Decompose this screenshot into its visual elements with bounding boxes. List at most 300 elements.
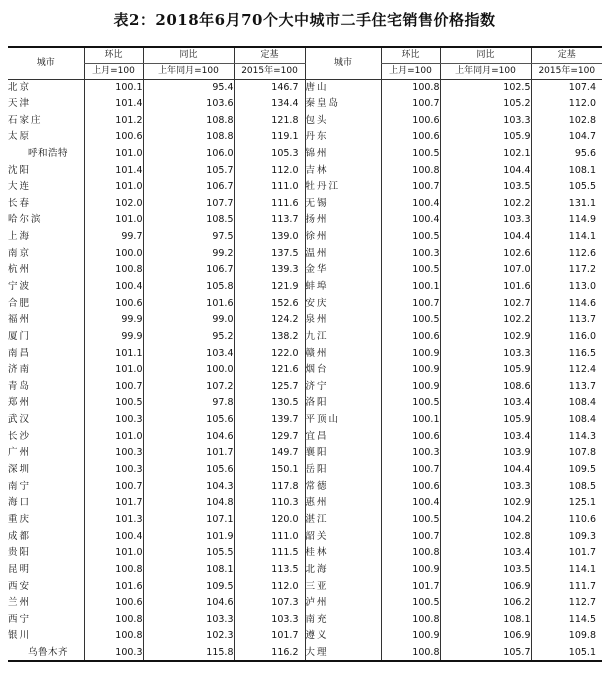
left-tongbi-cell: 101.6 xyxy=(143,295,234,312)
left-huanbi-cell: 101.2 xyxy=(84,112,143,129)
left-huanbi-cell: 100.7 xyxy=(84,379,143,396)
left-dingji-cell: 139.3 xyxy=(234,262,305,279)
header-tongbi-base-right: 上年同月=100 xyxy=(440,63,531,79)
right-tongbi-cell: 102.2 xyxy=(440,312,531,329)
right-city-cell: 泸州 xyxy=(305,595,381,612)
right-huanbi-cell: 100.7 xyxy=(381,295,440,312)
header-huanbi-right: 环比 xyxy=(381,47,440,63)
left-tongbi-cell: 103.4 xyxy=(143,345,234,362)
right-city-cell: 遵义 xyxy=(305,628,381,645)
left-huanbi-cell: 100.6 xyxy=(84,295,143,312)
right-huanbi-cell: 100.5 xyxy=(381,312,440,329)
right-dingji-cell: 116.5 xyxy=(531,345,602,362)
table-row xyxy=(8,562,602,579)
right-city-cell: 金华 xyxy=(305,262,381,279)
left-tongbi-cell: 101.9 xyxy=(143,528,234,545)
table-row xyxy=(8,462,602,479)
right-city-cell: 惠州 xyxy=(305,495,381,512)
table-row xyxy=(8,512,602,529)
left-city-cell: 海口 xyxy=(8,497,32,509)
right-city-cell: 烟台 xyxy=(305,362,381,379)
right-tongbi-cell: 108.6 xyxy=(440,379,531,396)
right-dingji-cell: 117.2 xyxy=(531,262,602,279)
left-huanbi-cell: 101.4 xyxy=(84,162,143,179)
right-dingji-cell: 114.1 xyxy=(531,562,602,579)
left-dingji-cell: 139.7 xyxy=(234,412,305,429)
left-tongbi-cell: 103.6 xyxy=(143,96,234,113)
left-tongbi-cell: 105.6 xyxy=(143,412,234,429)
left-city-cell: 广州 xyxy=(8,447,32,459)
left-dingji-cell: 111.5 xyxy=(234,545,305,562)
right-tongbi-cell: 102.5 xyxy=(440,79,531,96)
right-tongbi-cell: 104.4 xyxy=(440,162,531,179)
left-huanbi-cell: 100.8 xyxy=(84,262,143,279)
right-huanbi-cell: 100.9 xyxy=(381,628,440,645)
table-row xyxy=(8,495,602,512)
right-tongbi-cell: 102.1 xyxy=(440,146,531,163)
right-tongbi-cell: 101.6 xyxy=(440,279,531,296)
right-city-cell: 岳阳 xyxy=(305,462,381,479)
left-tongbi-cell: 104.6 xyxy=(143,428,234,445)
left-city-cell: 天津 xyxy=(8,97,32,109)
right-huanbi-cell: 100.8 xyxy=(381,79,440,96)
right-huanbi-cell: 100.8 xyxy=(381,162,440,179)
left-huanbi-cell: 100.4 xyxy=(84,528,143,545)
left-dingji-cell: 122.0 xyxy=(234,345,305,362)
right-city-cell: 常德 xyxy=(305,478,381,495)
right-dingji-cell: 113.7 xyxy=(531,379,602,396)
right-city-cell: 无锡 xyxy=(305,195,381,212)
left-huanbi-cell: 100.6 xyxy=(84,595,143,612)
left-dingji-cell: 120.0 xyxy=(234,512,305,529)
table-row xyxy=(8,295,602,312)
left-tongbi-cell: 104.6 xyxy=(143,595,234,612)
right-huanbi-cell: 100.5 xyxy=(381,146,440,163)
table-row xyxy=(8,645,602,662)
left-dingji-cell: 119.1 xyxy=(234,129,305,146)
right-dingji-cell: 114.9 xyxy=(531,212,602,229)
table-row xyxy=(8,96,602,113)
right-tongbi-cell: 105.9 xyxy=(440,412,531,429)
left-dingji-cell: 101.7 xyxy=(234,628,305,645)
header-city-left: 城市 xyxy=(8,47,84,79)
table-row xyxy=(8,112,602,129)
left-city-cell: 太原 xyxy=(8,131,32,143)
table-row xyxy=(8,195,602,212)
header-dingji-left: 定基 xyxy=(234,47,305,63)
right-city-cell: 济宁 xyxy=(305,379,381,396)
left-city-cell: 沈阳 xyxy=(8,164,32,176)
left-city-cell: 上海 xyxy=(8,231,32,243)
right-tongbi-cell: 106.9 xyxy=(440,628,531,645)
right-city-cell: 温州 xyxy=(305,245,381,262)
left-huanbi-cell: 100.8 xyxy=(84,612,143,629)
right-huanbi-cell: 100.1 xyxy=(381,279,440,296)
right-tongbi-cell: 103.3 xyxy=(440,478,531,495)
table-row xyxy=(8,162,602,179)
left-city-cell: 南宁 xyxy=(8,480,32,492)
right-tongbi-cell: 104.4 xyxy=(440,462,531,479)
right-huanbi-cell: 100.6 xyxy=(381,112,440,129)
left-dingji-cell: 116.2 xyxy=(234,645,305,662)
right-dingji-cell: 110.6 xyxy=(531,512,602,529)
right-huanbi-cell: 100.3 xyxy=(381,445,440,462)
right-tongbi-cell: 106.2 xyxy=(440,595,531,612)
right-huanbi-cell: 100.5 xyxy=(381,262,440,279)
right-tongbi-cell: 103.9 xyxy=(440,445,531,462)
right-dingji-cell: 109.5 xyxy=(531,462,602,479)
left-dingji-cell: 112.0 xyxy=(234,578,305,595)
table-title: 表2：2018年6月70个大中城市二手住宅销售价格指数 xyxy=(113,11,496,29)
right-dingji-cell: 116.0 xyxy=(531,329,602,346)
right-tongbi-cell: 103.3 xyxy=(440,212,531,229)
right-dingji-cell: 112.6 xyxy=(531,245,602,262)
right-city-cell: 三亚 xyxy=(305,578,381,595)
left-huanbi-cell: 100.1 xyxy=(84,79,143,96)
left-city-cell: 南京 xyxy=(8,247,32,259)
right-tongbi-cell: 103.4 xyxy=(440,545,531,562)
left-dingji-cell: 111.0 xyxy=(234,528,305,545)
left-city-cell: 重庆 xyxy=(8,513,32,525)
left-city-cell: 银川 xyxy=(8,630,32,642)
right-tongbi-cell: 103.5 xyxy=(440,562,531,579)
left-city-cell: 福州 xyxy=(8,314,32,326)
table-body xyxy=(8,79,602,661)
left-city-cell: 成都 xyxy=(8,530,32,542)
table-row xyxy=(8,212,602,229)
left-huanbi-cell: 100.0 xyxy=(84,245,143,262)
left-city-cell: 杭州 xyxy=(8,264,32,276)
right-dingji-cell: 109.3 xyxy=(531,528,602,545)
left-huanbi-cell: 101.0 xyxy=(84,179,143,196)
left-tongbi-cell: 108.5 xyxy=(143,212,234,229)
header-city-right: 城市 xyxy=(305,47,381,79)
right-city-cell: 北海 xyxy=(305,562,381,579)
left-city-cell: 南昌 xyxy=(8,347,32,359)
left-tongbi-cell: 105.7 xyxy=(143,162,234,179)
right-dingji-cell: 112.0 xyxy=(531,96,602,113)
header-dingji-base-left: 2015年=100 xyxy=(234,63,305,79)
right-city-cell: 安庆 xyxy=(305,295,381,312)
right-city-cell: 扬州 xyxy=(305,212,381,229)
left-city-cell: 青岛 xyxy=(8,380,32,392)
table-row xyxy=(8,245,602,262)
left-huanbi-cell: 101.3 xyxy=(84,512,143,529)
right-tongbi-cell: 104.4 xyxy=(440,229,531,246)
left-dingji-cell: 121.9 xyxy=(234,279,305,296)
left-huanbi-cell: 100.7 xyxy=(84,478,143,495)
left-tongbi-cell: 105.6 xyxy=(143,462,234,479)
left-dingji-cell: 113.7 xyxy=(234,212,305,229)
left-tongbi-cell: 97.5 xyxy=(143,229,234,246)
left-dingji-cell: 121.6 xyxy=(234,362,305,379)
left-city-cell: 哈尔滨 xyxy=(8,214,43,226)
left-huanbi-cell: 99.9 xyxy=(84,312,143,329)
right-huanbi-cell: 100.4 xyxy=(381,212,440,229)
right-tongbi-cell: 102.9 xyxy=(440,495,531,512)
right-huanbi-cell: 100.9 xyxy=(381,345,440,362)
left-dingji-cell: 138.2 xyxy=(234,329,305,346)
left-huanbi-cell: 100.3 xyxy=(84,445,143,462)
left-city-cell: 兰州 xyxy=(8,597,32,609)
left-city-cell: 郑州 xyxy=(8,397,32,409)
left-city-cell: 武汉 xyxy=(8,414,32,426)
left-dingji-cell: 107.3 xyxy=(234,595,305,612)
right-huanbi-cell: 100.6 xyxy=(381,428,440,445)
right-city-cell: 洛阳 xyxy=(305,395,381,412)
left-dingji-cell: 124.2 xyxy=(234,312,305,329)
left-dingji-cell: 111.6 xyxy=(234,195,305,212)
left-huanbi-cell: 101.0 xyxy=(84,362,143,379)
left-city-cell: 昆明 xyxy=(8,563,32,575)
table-row xyxy=(8,595,602,612)
left-city-cell: 济南 xyxy=(8,364,32,376)
table-row xyxy=(8,279,602,296)
table-row xyxy=(8,412,602,429)
right-huanbi-cell: 100.9 xyxy=(381,379,440,396)
right-dingji-cell: 113.0 xyxy=(531,279,602,296)
left-huanbi-cell: 101.0 xyxy=(84,545,143,562)
right-city-cell: 大理 xyxy=(305,645,381,662)
left-tongbi-cell: 105.5 xyxy=(143,545,234,562)
table-row xyxy=(8,179,602,196)
left-tongbi-cell: 101.7 xyxy=(143,445,234,462)
right-dingji-cell: 95.6 xyxy=(531,146,602,163)
right-city-cell: 宜昌 xyxy=(305,428,381,445)
table-row xyxy=(8,345,602,362)
right-dingji-cell: 101.7 xyxy=(531,545,602,562)
right-tongbi-cell: 108.1 xyxy=(440,612,531,629)
header-tongbi-base-left: 上年同月=100 xyxy=(143,63,234,79)
right-city-cell: 桂林 xyxy=(305,545,381,562)
left-huanbi-cell: 100.3 xyxy=(84,412,143,429)
right-dingji-cell: 114.1 xyxy=(531,229,602,246)
right-dingji-cell: 107.4 xyxy=(531,79,602,96)
right-dingji-cell: 108.4 xyxy=(531,395,602,412)
right-dingji-cell: 105.1 xyxy=(531,645,602,662)
left-tongbi-cell: 99.2 xyxy=(143,245,234,262)
table-row xyxy=(8,478,602,495)
right-huanbi-cell: 100.8 xyxy=(381,612,440,629)
left-tongbi-cell: 104.3 xyxy=(143,478,234,495)
left-tongbi-cell: 106.7 xyxy=(143,179,234,196)
right-huanbi-cell: 100.6 xyxy=(381,129,440,146)
right-tongbi-cell: 103.3 xyxy=(440,345,531,362)
left-huanbi-cell: 102.0 xyxy=(84,195,143,212)
right-dingji-cell: 111.7 xyxy=(531,578,602,595)
left-tongbi-cell: 108.1 xyxy=(143,562,234,579)
table-row xyxy=(8,262,602,279)
right-dingji-cell: 131.1 xyxy=(531,195,602,212)
table-row xyxy=(8,545,602,562)
right-huanbi-cell: 100.1 xyxy=(381,412,440,429)
left-tongbi-cell: 97.8 xyxy=(143,395,234,412)
left-huanbi-cell: 100.3 xyxy=(84,462,143,479)
header-tongbi-left: 同比 xyxy=(143,47,234,63)
left-dingji-cell: 121.8 xyxy=(234,112,305,129)
table-row xyxy=(8,362,602,379)
right-tongbi-cell: 103.4 xyxy=(440,428,531,445)
right-tongbi-cell: 103.4 xyxy=(440,395,531,412)
header-huanbi-base-left: 上月=100 xyxy=(84,63,143,79)
right-tongbi-cell: 105.9 xyxy=(440,362,531,379)
right-huanbi-cell: 100.5 xyxy=(381,395,440,412)
right-city-cell: 锦州 xyxy=(305,146,381,163)
right-huanbi-cell: 100.7 xyxy=(381,179,440,196)
table-row xyxy=(8,79,602,96)
left-tongbi-cell: 108.8 xyxy=(143,129,234,146)
table-row xyxy=(8,578,602,595)
left-tongbi-cell: 95.2 xyxy=(143,329,234,346)
right-huanbi-cell: 100.7 xyxy=(381,96,440,113)
left-dingji-cell: 149.7 xyxy=(234,445,305,462)
left-tongbi-cell: 106.0 xyxy=(143,146,234,163)
left-huanbi-cell: 101.4 xyxy=(84,96,143,113)
left-dingji-cell: 129.7 xyxy=(234,428,305,445)
right-huanbi-cell: 100.7 xyxy=(381,462,440,479)
right-huanbi-cell: 100.7 xyxy=(381,528,440,545)
left-dingji-cell: 110.3 xyxy=(234,495,305,512)
right-huanbi-cell: 100.6 xyxy=(381,478,440,495)
left-city-cell: 深圳 xyxy=(8,464,32,476)
right-tongbi-cell: 102.9 xyxy=(440,329,531,346)
left-huanbi-cell: 100.5 xyxy=(84,395,143,412)
right-huanbi-cell: 100.5 xyxy=(381,229,440,246)
right-dingji-cell: 109.8 xyxy=(531,628,602,645)
header-tongbi-right: 同比 xyxy=(440,47,531,63)
left-city-cell: 厦门 xyxy=(8,330,32,342)
right-city-cell: 泉州 xyxy=(305,312,381,329)
left-tongbi-cell: 107.1 xyxy=(143,512,234,529)
right-dingji-cell: 125.1 xyxy=(531,495,602,512)
left-huanbi-cell: 100.4 xyxy=(84,279,143,296)
table-row xyxy=(8,612,602,629)
right-dingji-cell: 113.7 xyxy=(531,312,602,329)
right-tongbi-cell: 105.9 xyxy=(440,129,531,146)
left-huanbi-cell: 100.8 xyxy=(84,628,143,645)
left-tongbi-cell: 107.7 xyxy=(143,195,234,212)
left-city-cell: 西安 xyxy=(8,580,32,592)
table-row xyxy=(8,379,602,396)
left-dingji-cell: 112.0 xyxy=(234,162,305,179)
left-dingji-cell: 130.5 xyxy=(234,395,305,412)
left-tongbi-cell: 115.8 xyxy=(143,645,234,662)
left-dingji-cell: 111.0 xyxy=(234,179,305,196)
left-city-cell: 长春 xyxy=(8,197,32,209)
left-dingji-cell: 134.4 xyxy=(234,96,305,113)
right-city-cell: 秦皇岛 xyxy=(305,96,381,113)
right-huanbi-cell: 101.7 xyxy=(381,578,440,595)
left-huanbi-cell: 99.9 xyxy=(84,329,143,346)
left-city-cell: 北京 xyxy=(8,81,32,93)
table-row xyxy=(8,395,602,412)
right-tongbi-cell: 105.2 xyxy=(440,96,531,113)
left-huanbi-cell: 100.6 xyxy=(84,129,143,146)
left-huanbi-cell: 101.1 xyxy=(84,345,143,362)
right-tongbi-cell: 104.2 xyxy=(440,512,531,529)
left-huanbi-cell: 101.0 xyxy=(84,428,143,445)
table-row xyxy=(8,445,602,462)
left-huanbi-cell: 100.3 xyxy=(84,645,143,662)
left-dingji-cell: 152.6 xyxy=(234,295,305,312)
right-city-cell: 平顶山 xyxy=(305,412,381,429)
right-huanbi-cell: 100.4 xyxy=(381,195,440,212)
table-row xyxy=(8,428,602,445)
left-tongbi-cell: 100.0 xyxy=(143,362,234,379)
right-tongbi-cell: 102.8 xyxy=(440,528,531,545)
right-tongbi-cell: 102.7 xyxy=(440,295,531,312)
right-city-cell: 韶关 xyxy=(305,528,381,545)
right-tongbi-cell: 103.3 xyxy=(440,112,531,129)
right-huanbi-cell: 100.8 xyxy=(381,645,440,662)
right-city-cell: 包头 xyxy=(305,112,381,129)
table-row xyxy=(8,146,602,163)
left-huanbi-cell: 100.8 xyxy=(84,562,143,579)
left-dingji-cell: 117.8 xyxy=(234,478,305,495)
left-city-cell: 合肥 xyxy=(8,297,32,309)
left-tongbi-cell: 105.8 xyxy=(143,279,234,296)
left-huanbi-cell: 101.7 xyxy=(84,495,143,512)
left-tongbi-cell: 99.0 xyxy=(143,312,234,329)
right-city-cell: 南充 xyxy=(305,612,381,629)
right-tongbi-cell: 107.0 xyxy=(440,262,531,279)
left-dingji-cell: 103.3 xyxy=(234,612,305,629)
left-tongbi-cell: 106.7 xyxy=(143,262,234,279)
left-tongbi-cell: 104.8 xyxy=(143,495,234,512)
right-dingji-cell: 112.4 xyxy=(531,362,602,379)
left-city-cell: 西宁 xyxy=(8,613,32,625)
table-row xyxy=(8,528,602,545)
right-huanbi-cell: 100.6 xyxy=(381,329,440,346)
table-row xyxy=(8,312,602,329)
left-tongbi-cell: 103.3 xyxy=(143,612,234,629)
left-city-cell: 大连 xyxy=(8,181,32,193)
left-city-cell: 贵阳 xyxy=(8,547,32,559)
table-row xyxy=(8,628,602,645)
left-huanbi-cell: 101.6 xyxy=(84,578,143,595)
right-city-cell: 湛江 xyxy=(305,512,381,529)
right-city-cell: 吉林 xyxy=(305,162,381,179)
right-tongbi-cell: 102.2 xyxy=(440,195,531,212)
right-city-cell: 蚌埠 xyxy=(305,279,381,296)
right-city-cell: 赣州 xyxy=(305,345,381,362)
right-dingji-cell: 112.7 xyxy=(531,595,602,612)
left-city-cell: 宁波 xyxy=(8,281,32,292)
right-tongbi-cell: 102.6 xyxy=(440,245,531,262)
right-tongbi-cell: 106.9 xyxy=(440,578,531,595)
right-tongbi-cell: 105.7 xyxy=(440,645,531,662)
right-huanbi-cell: 100.5 xyxy=(381,512,440,529)
header-dingji-base-right: 2015年=100 xyxy=(531,63,602,79)
table-row xyxy=(8,229,602,246)
header-huanbi-left: 环比 xyxy=(84,47,143,63)
right-city-cell: 九江 xyxy=(305,329,381,346)
table-row xyxy=(8,129,602,146)
right-city-cell: 徐州 xyxy=(305,229,381,246)
right-huanbi-cell: 100.8 xyxy=(381,545,440,562)
right-huanbi-cell: 100.9 xyxy=(381,562,440,579)
left-tongbi-cell: 95.4 xyxy=(143,79,234,96)
right-city-cell: 牡丹江 xyxy=(305,179,381,196)
left-tongbi-cell: 108.8 xyxy=(143,112,234,129)
price-index-table xyxy=(8,46,602,662)
left-city-cell: 长沙 xyxy=(8,430,32,442)
right-tongbi-cell: 103.5 xyxy=(440,179,531,196)
right-city-cell: 襄阳 xyxy=(305,445,381,462)
right-city-cell: 唐山 xyxy=(305,79,381,96)
left-dingji-cell: 150.1 xyxy=(234,462,305,479)
left-tongbi-cell: 109.5 xyxy=(143,578,234,595)
